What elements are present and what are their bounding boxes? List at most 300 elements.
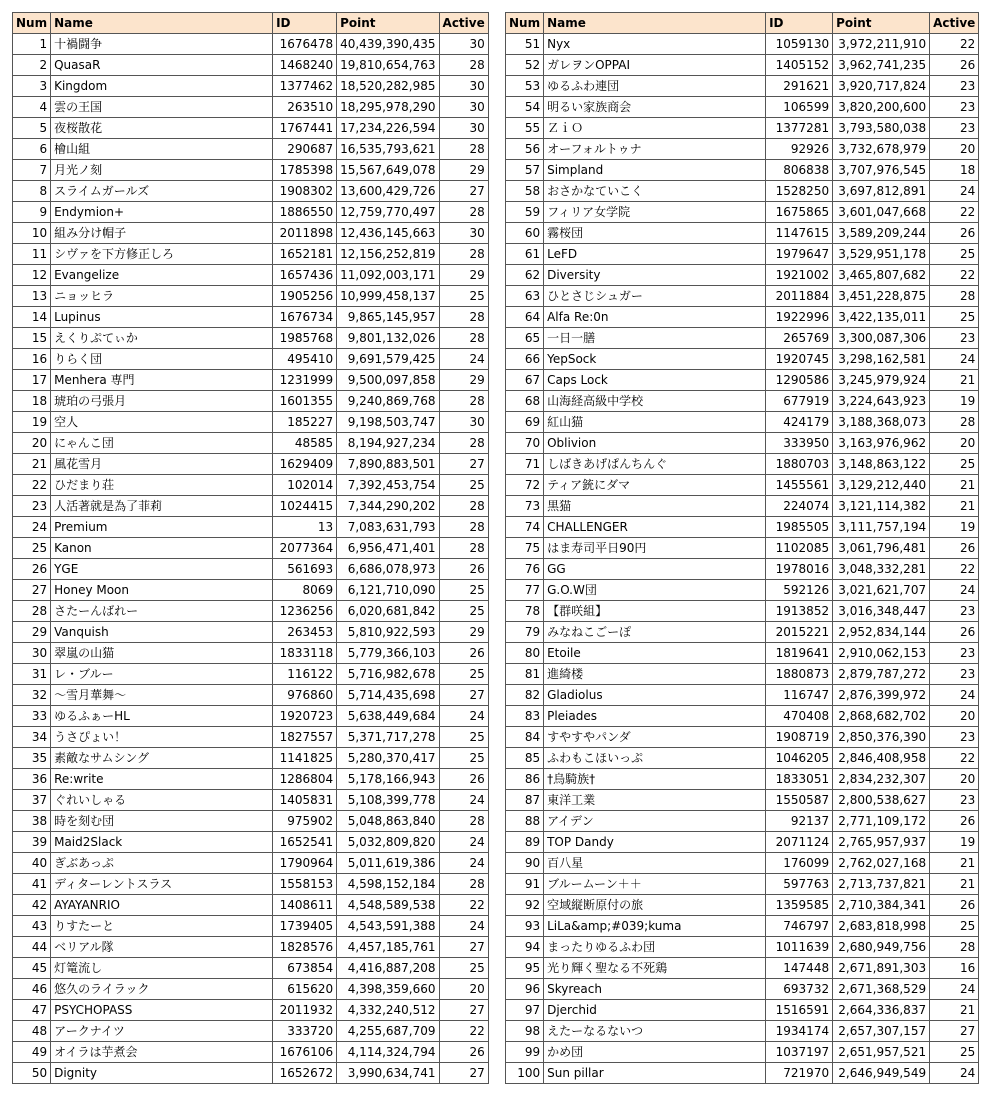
- cell-active: 28: [439, 496, 488, 517]
- cell-active: 28: [930, 286, 979, 307]
- cell-point: 5,716,982,678: [337, 664, 439, 685]
- cell-name: Re:write: [51, 769, 273, 790]
- cell-point: 17,234,226,594: [337, 118, 439, 139]
- cell-num: 87: [506, 790, 544, 811]
- cell-num: 12: [13, 265, 51, 286]
- cell-num: 60: [506, 223, 544, 244]
- cell-name: GG: [544, 559, 766, 580]
- cell-id: 1468240: [273, 55, 337, 76]
- table-row: [506, 769, 979, 790]
- cell-num: 28: [13, 601, 51, 622]
- cell-active: 25: [439, 748, 488, 769]
- cell-point: 5,810,922,593: [337, 622, 439, 643]
- cell-name: ベリアル隊: [51, 937, 273, 958]
- cell-id: 1833051: [766, 769, 833, 790]
- cell-point: 6,121,710,090: [337, 580, 439, 601]
- cell-id: 1528250: [766, 181, 833, 202]
- table-row: [506, 727, 979, 748]
- cell-id: 2011898: [273, 223, 337, 244]
- table-row: [506, 832, 979, 853]
- cell-name: Caps Lock: [544, 370, 766, 391]
- cell-id: 1286804: [273, 769, 337, 790]
- cell-id: 1978016: [766, 559, 833, 580]
- cell-point: 5,779,366,103: [337, 643, 439, 664]
- cell-name: Honey Moon: [51, 580, 273, 601]
- table-row: [506, 916, 979, 937]
- table-row: [506, 412, 979, 433]
- table-row: [506, 349, 979, 370]
- cell-active: 27: [439, 454, 488, 475]
- cell-name: Etoile: [544, 643, 766, 664]
- table-row: [506, 664, 979, 685]
- cell-point: 5,714,435,698: [337, 685, 439, 706]
- cell-active: 29: [439, 370, 488, 391]
- cell-num: 70: [506, 433, 544, 454]
- cell-name: LiLa&amp;#039;kuma: [544, 916, 766, 937]
- cell-id: 106599: [766, 97, 833, 118]
- cell-num: 55: [506, 118, 544, 139]
- table-row: [13, 307, 489, 328]
- cell-active: 27: [439, 181, 488, 202]
- table-row: [506, 433, 979, 454]
- cell-name: 人活著就是為了菲莉: [51, 496, 273, 517]
- table-row: [506, 181, 979, 202]
- cell-num: 7: [13, 160, 51, 181]
- cell-num: 56: [506, 139, 544, 160]
- cell-num: 91: [506, 874, 544, 895]
- table-row: [506, 265, 979, 286]
- cell-id: 1886550: [273, 202, 337, 223]
- cell-name: YepSock: [544, 349, 766, 370]
- cell-id: 1377281: [766, 118, 833, 139]
- cell-id: 2011884: [766, 286, 833, 307]
- cell-point: 5,011,619,386: [337, 853, 439, 874]
- cell-id: 1676734: [273, 307, 337, 328]
- cell-point: 4,114,324,794: [337, 1042, 439, 1063]
- cell-id: 1657436: [273, 265, 337, 286]
- table-row: [506, 580, 979, 601]
- table-row: [13, 769, 489, 790]
- cell-active: 30: [439, 34, 488, 55]
- cell-id: 1922996: [766, 307, 833, 328]
- cell-num: 85: [506, 748, 544, 769]
- cell-num: 65: [506, 328, 544, 349]
- cell-num: 94: [506, 937, 544, 958]
- cell-point: 3,793,580,038: [833, 118, 930, 139]
- cell-active: 25: [439, 580, 488, 601]
- cell-num: 14: [13, 307, 51, 328]
- cell-id: 806838: [766, 160, 833, 181]
- cell-active: 25: [930, 916, 979, 937]
- cell-point: 3,972,211,910: [833, 34, 930, 55]
- cell-point: 2,952,834,144: [833, 622, 930, 643]
- cell-id: 1405152: [766, 55, 833, 76]
- table-row: [13, 832, 489, 853]
- cell-active: 28: [930, 412, 979, 433]
- cell-num: 40: [13, 853, 51, 874]
- table-row: [13, 853, 489, 874]
- cell-num: 35: [13, 748, 51, 769]
- cell-active: 26: [439, 559, 488, 580]
- cell-name: ぐれいしゃる: [51, 790, 273, 811]
- cell-point: 3,529,951,178: [833, 244, 930, 265]
- cell-point: 18,295,978,290: [337, 97, 439, 118]
- table-row: [506, 370, 979, 391]
- cell-id: 263453: [273, 622, 337, 643]
- table-row: [13, 223, 489, 244]
- cell-point: 11,092,003,171: [337, 265, 439, 286]
- cell-num: 54: [506, 97, 544, 118]
- cell-id: 1985768: [273, 328, 337, 349]
- table-row: [506, 118, 979, 139]
- cell-name: オイラは芋煮会: [51, 1042, 273, 1063]
- cell-active: 23: [930, 601, 979, 622]
- cell-name: 雲の王国: [51, 97, 273, 118]
- cell-num: 48: [13, 1021, 51, 1042]
- cell-point: 4,332,240,512: [337, 1000, 439, 1021]
- cell-active: 26: [439, 769, 488, 790]
- cell-name: 東洋工業: [544, 790, 766, 811]
- cell-point: 7,890,883,501: [337, 454, 439, 475]
- table-row: [13, 391, 489, 412]
- cell-id: 1985505: [766, 517, 833, 538]
- cell-name: まったりゆるふわ団: [544, 937, 766, 958]
- cell-active: 21: [930, 475, 979, 496]
- cell-point: 3,732,678,979: [833, 139, 930, 160]
- cell-id: 1046205: [766, 748, 833, 769]
- cell-name: 十禍闘争: [51, 34, 273, 55]
- cell-num: 93: [506, 916, 544, 937]
- cell-num: 4: [13, 97, 51, 118]
- cell-num: 82: [506, 685, 544, 706]
- cell-id: 185227: [273, 412, 337, 433]
- cell-active: 25: [930, 307, 979, 328]
- table-row: [13, 160, 489, 181]
- cell-num: 99: [506, 1042, 544, 1063]
- cell-name: 光り輝く聖なる不死鶏: [544, 958, 766, 979]
- cell-id: 1676106: [273, 1042, 337, 1063]
- cell-name: 月光ノ刻: [51, 160, 273, 181]
- table-row: [13, 580, 489, 601]
- cell-point: 4,548,589,538: [337, 895, 439, 916]
- cell-name: フィリア女学院: [544, 202, 766, 223]
- cell-point: 5,108,399,778: [337, 790, 439, 811]
- cell-num: 79: [506, 622, 544, 643]
- cell-point: 6,020,681,842: [337, 601, 439, 622]
- cell-id: 2015221: [766, 622, 833, 643]
- header-row: [13, 13, 489, 34]
- cell-point: 15,567,649,078: [337, 160, 439, 181]
- cell-id: 116747: [766, 685, 833, 706]
- cell-active: 30: [439, 223, 488, 244]
- cell-num: 75: [506, 538, 544, 559]
- cell-id: 693732: [766, 979, 833, 1000]
- table-row: [13, 622, 489, 643]
- cell-num: 58: [506, 181, 544, 202]
- cell-name: ニョッヒラ: [51, 286, 273, 307]
- table-row: [13, 55, 489, 76]
- cell-point: 5,371,717,278: [337, 727, 439, 748]
- cell-point: 7,392,453,754: [337, 475, 439, 496]
- cell-id: 333720: [273, 1021, 337, 1042]
- cell-name: うさぴょい！: [51, 727, 273, 748]
- cell-active: 27: [439, 1000, 488, 1021]
- cell-name: かめ団: [544, 1042, 766, 1063]
- cell-num: 17: [13, 370, 51, 391]
- cell-name: ディターレントスラス: [51, 874, 273, 895]
- cell-name: 空人: [51, 412, 273, 433]
- table-row: [13, 202, 489, 223]
- cell-active: 30: [439, 118, 488, 139]
- cell-name: 百八星: [544, 853, 766, 874]
- cell-point: 3,224,643,923: [833, 391, 930, 412]
- cell-num: 16: [13, 349, 51, 370]
- cell-active: 24: [930, 1063, 979, 1084]
- table-row: [506, 937, 979, 958]
- cell-name: りらく団: [51, 349, 273, 370]
- cell-num: 49: [13, 1042, 51, 1063]
- table-row: [506, 874, 979, 895]
- cell-name: ティア銃にダマ: [544, 475, 766, 496]
- cell-id: 224074: [766, 496, 833, 517]
- cell-point: 3,601,047,668: [833, 202, 930, 223]
- col-point-header: Point: [833, 13, 930, 34]
- cell-id: 1359585: [766, 895, 833, 916]
- cell-id: 1141825: [273, 748, 337, 769]
- cell-name: Skyreach: [544, 979, 766, 1000]
- cell-active: 22: [439, 1021, 488, 1042]
- table-row: [506, 202, 979, 223]
- cell-num: 10: [13, 223, 51, 244]
- cell-active: 23: [930, 790, 979, 811]
- cell-id: 721970: [766, 1063, 833, 1084]
- cell-num: 27: [13, 580, 51, 601]
- cell-num: 66: [506, 349, 544, 370]
- cell-name: オーフォルトゥナ: [544, 139, 766, 160]
- cell-active: 26: [439, 643, 488, 664]
- cell-num: 21: [13, 454, 51, 475]
- cell-id: 1629409: [273, 454, 337, 475]
- cell-point: 5,638,449,684: [337, 706, 439, 727]
- cell-num: 81: [506, 664, 544, 685]
- cell-active: 16: [930, 958, 979, 979]
- cell-active: 28: [439, 811, 488, 832]
- table-row: [13, 1063, 489, 1084]
- cell-point: 2,834,232,307: [833, 769, 930, 790]
- cell-active: 24: [439, 832, 488, 853]
- table-row: [13, 958, 489, 979]
- table-row: [506, 517, 979, 538]
- table-row: [506, 97, 979, 118]
- cell-point: 3,422,135,011: [833, 307, 930, 328]
- cell-name: Pleiades: [544, 706, 766, 727]
- cell-id: 975902: [273, 811, 337, 832]
- cell-active: 22: [930, 202, 979, 223]
- cell-id: 1767441: [273, 118, 337, 139]
- cell-point: 3,920,717,824: [833, 76, 930, 97]
- cell-active: 30: [439, 76, 488, 97]
- cell-num: 98: [506, 1021, 544, 1042]
- cell-point: 4,457,185,761: [337, 937, 439, 958]
- cell-num: 67: [506, 370, 544, 391]
- table-row: [13, 433, 489, 454]
- cell-num: 9: [13, 202, 51, 223]
- table-row: [506, 853, 979, 874]
- cell-point: 5,032,809,820: [337, 832, 439, 853]
- table-row: [506, 685, 979, 706]
- cell-active: 25: [439, 727, 488, 748]
- cell-num: 24: [13, 517, 51, 538]
- table-row: [506, 496, 979, 517]
- cell-point: 2,710,384,341: [833, 895, 930, 916]
- cell-id: 176099: [766, 853, 833, 874]
- cell-name: QuasaR: [51, 55, 273, 76]
- cell-active: 27: [930, 1021, 979, 1042]
- cell-name: LeFD: [544, 244, 766, 265]
- cell-id: 1920745: [766, 349, 833, 370]
- cell-id: 1739405: [273, 916, 337, 937]
- cell-point: 40,439,390,435: [337, 34, 439, 55]
- cell-id: 424179: [766, 412, 833, 433]
- cell-id: 1675865: [766, 202, 833, 223]
- col-num-header: Num: [506, 13, 544, 34]
- cell-num: 6: [13, 139, 51, 160]
- cell-active: 28: [439, 538, 488, 559]
- cell-point: 7,083,631,793: [337, 517, 439, 538]
- table-row: [13, 811, 489, 832]
- table-row: [506, 958, 979, 979]
- cell-active: 25: [439, 664, 488, 685]
- table-row: [13, 139, 489, 160]
- cell-num: 34: [13, 727, 51, 748]
- cell-num: 92: [506, 895, 544, 916]
- cell-num: 13: [13, 286, 51, 307]
- cell-name: Simpland: [544, 160, 766, 181]
- cell-active: 29: [439, 622, 488, 643]
- col-active-header: Active: [439, 13, 488, 34]
- cell-id: 92926: [766, 139, 833, 160]
- cell-point: 9,691,579,425: [337, 349, 439, 370]
- cell-num: 76: [506, 559, 544, 580]
- cell-active: 28: [439, 517, 488, 538]
- cell-id: 291621: [766, 76, 833, 97]
- cell-id: 597763: [766, 874, 833, 895]
- table-row: [13, 97, 489, 118]
- cell-id: 1880703: [766, 454, 833, 475]
- cell-point: 2,850,376,390: [833, 727, 930, 748]
- cell-active: 28: [439, 139, 488, 160]
- cell-active: 24: [930, 685, 979, 706]
- cell-point: 3,111,757,194: [833, 517, 930, 538]
- cell-id: 976860: [273, 685, 337, 706]
- cell-num: 37: [13, 790, 51, 811]
- cell-id: 1059130: [766, 34, 833, 55]
- cell-id: 1913852: [766, 601, 833, 622]
- cell-point: 5,048,863,840: [337, 811, 439, 832]
- cell-num: 53: [506, 76, 544, 97]
- cell-num: 30: [13, 643, 51, 664]
- table-row: [13, 559, 489, 580]
- table-row: [13, 265, 489, 286]
- table-row: [506, 643, 979, 664]
- cell-active: 30: [439, 97, 488, 118]
- cell-num: 5: [13, 118, 51, 139]
- cell-num: 3: [13, 76, 51, 97]
- cell-point: 3,163,976,962: [833, 433, 930, 454]
- cell-name: Lupinus: [51, 307, 273, 328]
- cell-id: 1819641: [766, 643, 833, 664]
- cell-num: 43: [13, 916, 51, 937]
- cell-active: 28: [439, 307, 488, 328]
- table-row: [13, 916, 489, 937]
- cell-num: 90: [506, 853, 544, 874]
- cell-num: 72: [506, 475, 544, 496]
- cell-name: レ・ブルー: [51, 664, 273, 685]
- table-row: [13, 727, 489, 748]
- cell-name: Menhera 専門: [51, 370, 273, 391]
- cell-active: 25: [439, 958, 488, 979]
- cell-name: TOP Dandy: [544, 832, 766, 853]
- cell-name: Oblivion: [544, 433, 766, 454]
- col-name-header: Name: [51, 13, 273, 34]
- cell-num: 47: [13, 1000, 51, 1021]
- cell-num: 31: [13, 664, 51, 685]
- table-row: [13, 244, 489, 265]
- cell-id: 1880873: [766, 664, 833, 685]
- cell-id: 1652181: [273, 244, 337, 265]
- cell-point: 2,671,891,303: [833, 958, 930, 979]
- cell-name: CHALLENGER: [544, 517, 766, 538]
- cell-id: 1908719: [766, 727, 833, 748]
- col-num-header: Num: [13, 13, 51, 34]
- cell-point: 5,280,370,417: [337, 748, 439, 769]
- cell-num: 22: [13, 475, 51, 496]
- header-row: [506, 13, 979, 34]
- cell-name: アークナイツ: [51, 1021, 273, 1042]
- cell-name: Maid2Slack: [51, 832, 273, 853]
- cell-point: 2,800,538,627: [833, 790, 930, 811]
- col-name-header: Name: [544, 13, 766, 34]
- cell-name: Premium: [51, 517, 273, 538]
- cell-num: 45: [13, 958, 51, 979]
- col-active-header: Active: [930, 13, 979, 34]
- cell-name: 黒猫: [544, 496, 766, 517]
- cell-id: 1601355: [273, 391, 337, 412]
- cell-id: 1558153: [273, 874, 337, 895]
- cell-point: 2,664,336,837: [833, 1000, 930, 1021]
- cell-active: 22: [930, 34, 979, 55]
- cell-name: Diversity: [544, 265, 766, 286]
- cell-name: 悠久のライラック: [51, 979, 273, 1000]
- cell-active: 23: [930, 328, 979, 349]
- cell-num: 20: [13, 433, 51, 454]
- cell-name: はま寿司平日90円: [544, 538, 766, 559]
- cell-num: 83: [506, 706, 544, 727]
- cell-id: 1102085: [766, 538, 833, 559]
- cell-id: 1011639: [766, 937, 833, 958]
- table-row: [13, 979, 489, 1000]
- cell-id: 1652672: [273, 1063, 337, 1084]
- cell-point: 3,962,741,235: [833, 55, 930, 76]
- cell-num: 88: [506, 811, 544, 832]
- cell-point: 3,707,976,545: [833, 160, 930, 181]
- cell-point: 2,680,949,756: [833, 937, 930, 958]
- table-row: [13, 1021, 489, 1042]
- cell-id: 746797: [766, 916, 833, 937]
- cell-point: 2,762,027,168: [833, 853, 930, 874]
- cell-name: ガレヲンOPPAI: [544, 55, 766, 76]
- cell-id: 2077364: [273, 538, 337, 559]
